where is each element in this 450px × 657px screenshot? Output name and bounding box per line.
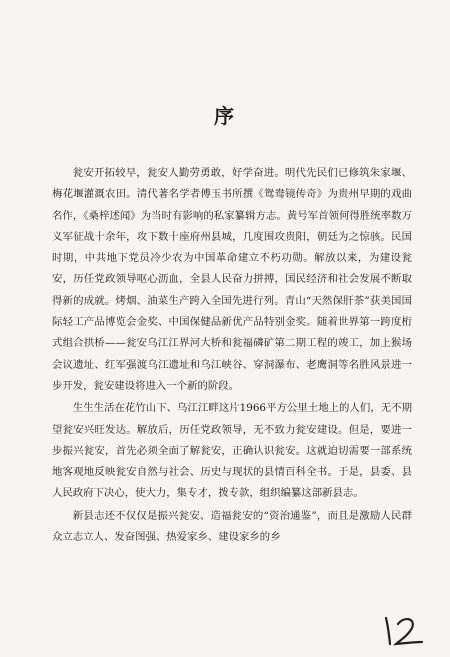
page-title: 序 — [214, 104, 236, 128]
paragraph-3: 新县志还不仅仅是振兴瓮安、造福瓮安的“资治通鉴”，而且是激励人民群众立志立人、发奋图强、热爱家乡、建设家乡的乡 — [52, 509, 412, 544]
body-text — [52, 163, 412, 548]
handwritten-mark-icon — [380, 612, 426, 648]
paragraph-1: 瓮安开拓较早，瓮安人勤劳勇敢，好学奋进。明代先民们已修筑朱家堰、梅花堰灌溉农田。清代著名学者傅玉书所撰《鸳鸯镜传奇》为贵州早期的戏曲名作，《桑梓述闻》为当时有影响的私家纂辑方志。黄号军首领何得胜统率数万义军征战十余年，攻下数十座府州县城，几度围攻贵阳，朝廷为之惊骇。民国时期，中共地下党员冷少农为中国革命建立不朽功勋。解放以来，为建设瓮安，历任党政领导呕心沥血，全县人民奋力拼搏，国民经济和社会发展不断取得新的成就。烤烟、油菜生产跨入全国先进行列。青山“天然保肝茶”获美国国际轻工产品博览会金奖、中国保健品新优产品特别金奖。随着世界第一跨度桁式组合拱桥——瓮安乌江江界河大桥和瓮福磷矿第二期工程的竣工，加上猴场会议遗址、红军强渡乌江遗址和乌江峡谷、穿洞瀑布、老鹰洞等名胜风景进一步开发，瓮安建设将进入一个新的阶段。 — [52, 167, 412, 392]
handwritten-page-number — [380, 612, 426, 648]
paragraph-2: 生生生活在花竹山下、乌江江畔这片1966平方公里土地上的人们，无不期望瓮安兴旺发达。解放后，历任党政领导，无不致力瓮安建设。但是，要进一步振兴瓮安，首先必须全面了解瓮安，正确认识瓮安。这就迫切需要一部系统地客观地反映瓮安自然与社会、历史与现状的县情百科全书。于是，县委、县人民政府下决心，使大力，集专才，拨专款，组织编纂这部新县志。 — [52, 402, 412, 500]
